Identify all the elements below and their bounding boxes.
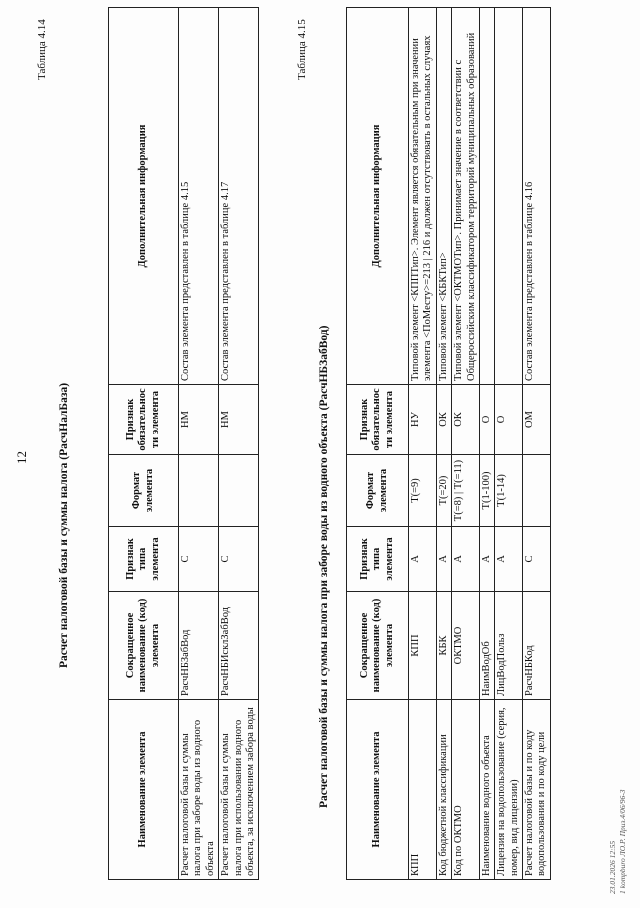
table-cell: Т(=8) | Т(=11): [452, 455, 480, 527]
table-cell: [219, 455, 259, 527]
table-cell: [179, 455, 219, 527]
table-row: [452, 8, 480, 880]
table-cell: О: [495, 385, 523, 455]
table-cell: А: [409, 527, 437, 592]
table-cell: С: [523, 527, 551, 592]
table-cell: Лицензия на водопользование (серия, номер, вид лицензии): [495, 700, 523, 880]
table-1-header: Признак типа элемента: [109, 527, 179, 592]
table-cell: С: [219, 527, 259, 592]
table-cell: Состав элемента представлен в таблице 4.15: [179, 8, 219, 385]
table-cell: Т(=9): [409, 455, 437, 527]
table-cell: РасчНБИсклЗабВод: [219, 592, 259, 700]
page-number: 12: [14, 451, 29, 464]
table-cell: НаимВодОб: [479, 592, 494, 700]
table-cell: КПП: [409, 592, 437, 700]
table-cell: РасчНБЗабВод: [179, 592, 219, 700]
table-cell: А: [436, 527, 451, 592]
table-2-header: Дополнительная информация: [347, 8, 409, 385]
table-row: [179, 8, 219, 880]
table-cell: А: [495, 527, 523, 592]
table-1-label: Таблица 4.14: [36, 19, 48, 80]
table-cell: Типовой элемент <ОКТМОТип>. Принимает значение в соответствии с Общероссийским классификатором территорий муниципальных образований: [452, 8, 480, 385]
table-cell: НМ: [179, 385, 219, 455]
table-2-header: Наименование элемента: [347, 700, 409, 880]
table-2-header: Признак обязательности элемента: [347, 385, 409, 455]
table-cell: Т(=20): [436, 455, 451, 527]
table-cell: ОК: [452, 385, 480, 455]
table-1-header-row: [109, 8, 179, 880]
table-1-header: Сокращенное наименование (код) элемента: [109, 592, 179, 700]
table-1-header: Формат элемента: [109, 455, 179, 527]
table-cell: Расчет налоговой базы и суммы налога при заборе воды из водного объекта: [179, 700, 219, 880]
table-cell: Состав элемента представлен в таблице 4.16: [523, 8, 551, 385]
table-cell: [479, 8, 494, 385]
table-cell: Т(1-14): [495, 455, 523, 527]
table-2: [346, 7, 551, 880]
table-cell: Код бюджетной классификации: [436, 700, 451, 880]
table-1-header: Признак обязательности элемента: [109, 385, 179, 455]
table-cell: Наименование водного объекта: [479, 700, 494, 880]
table-1: [108, 7, 259, 880]
table-2-header-row: [347, 8, 409, 880]
table-cell: А: [452, 527, 480, 592]
table-2-header: Формат элемента: [347, 455, 409, 527]
table-cell: О: [479, 385, 494, 455]
table-cell: ЛицВодПольз: [495, 592, 523, 700]
table-cell: Состав элемента представлен в таблице 4.17: [219, 8, 259, 385]
table-row: [219, 8, 259, 880]
table-row: [495, 8, 523, 880]
table-2-header: Признак типа элемента: [347, 527, 409, 592]
table-2-title: Расчет налоговой базы и суммы налога при заборе воды из водного объекта (РасчНБЗабВод): [318, 325, 330, 808]
table-cell: [523, 455, 551, 527]
table-2-label: Таблица 4.15: [296, 19, 308, 80]
table-cell: Типовой элемент <КБКТип>: [436, 8, 451, 385]
table-cell: С: [179, 527, 219, 592]
table-2-header: Сокращенное наименование (код) элемента: [347, 592, 409, 700]
table-cell: Расчет налоговой базы и суммы налога при использовании водного объекта, за исключением забора воды: [219, 700, 259, 880]
table-row: [523, 8, 551, 880]
stamp-line: 1 kompburo ЛО.Р. Приз.4/06/96-3: [617, 789, 627, 894]
table-cell: Типовой элемент <КППТип>. Элемент является обязательным при значении элемента <ПоМесту>=213 | 216 и должен отсутствовать в остальных случаях: [409, 8, 437, 385]
table-cell: Расчет налоговой базы и по коду водопользования и по коду цели: [523, 700, 551, 880]
table-cell: ОКТМО: [452, 592, 480, 700]
table-1-header: Наименование элемента: [109, 700, 179, 880]
table-row: [436, 8, 451, 880]
table-1-header: Дополнительная информация: [109, 8, 179, 385]
table-cell: КПП: [409, 700, 437, 880]
table-cell: А: [479, 527, 494, 592]
table-cell: [495, 8, 523, 385]
table-cell: РасчНБКод: [523, 592, 551, 700]
table-row: [479, 8, 494, 880]
print-stamp: [608, 790, 628, 894]
table-cell: КБК: [436, 592, 451, 700]
table-1-title: Расчет налоговой базы и суммы налога (РасчНалБаза): [58, 382, 70, 668]
table-cell: Т(1-100): [479, 455, 494, 527]
table-cell: Код по ОКТМО: [452, 700, 480, 880]
table-cell: ОМ: [523, 385, 551, 455]
table-cell: НМ: [219, 385, 259, 455]
table-cell: НУ: [409, 385, 437, 455]
table-row: [409, 8, 437, 880]
stamp-line: 23.01.2026 12:55: [608, 840, 617, 894]
table-cell: ОК: [436, 385, 451, 455]
